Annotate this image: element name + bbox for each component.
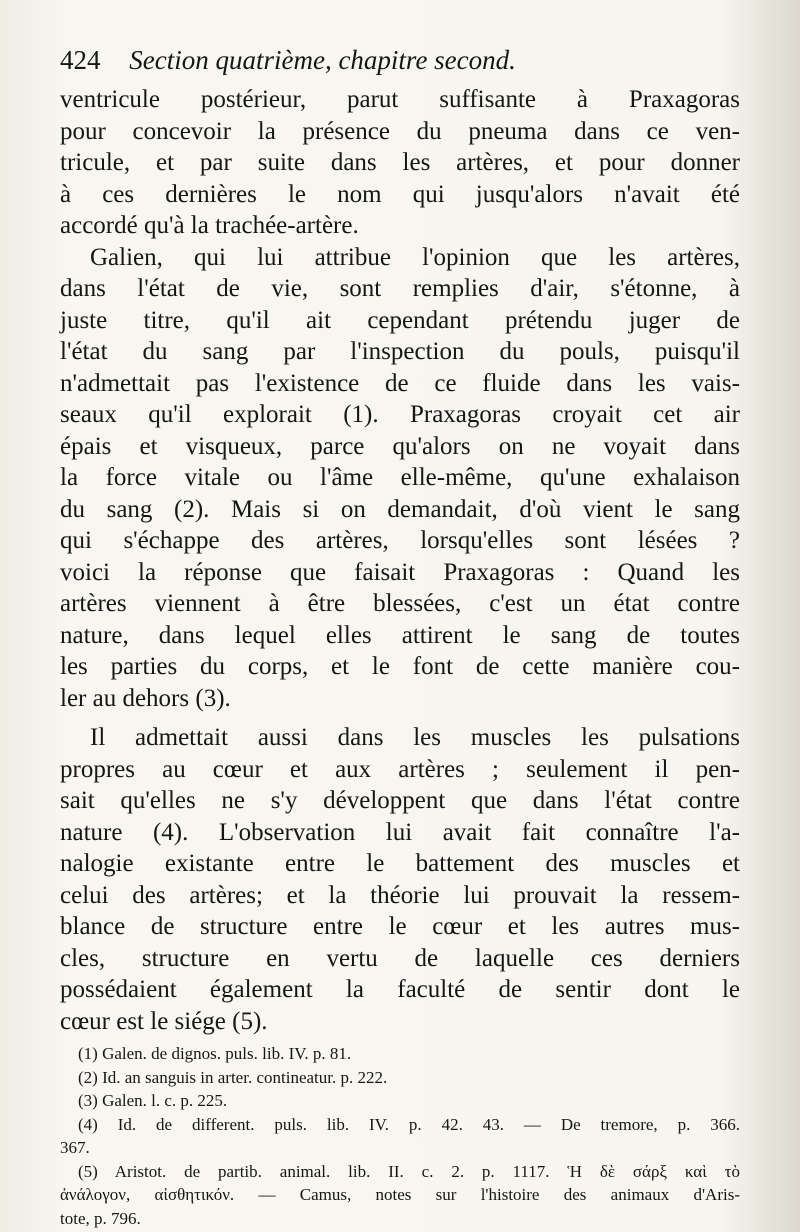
text-line: propres au cœur et aux artères ; seulement il pen- — [60, 755, 740, 783]
text-line: accordé qu'à la trachée-artère. — [60, 212, 359, 239]
text-line: cles, structure en vertu de laquelle ces derniers — [60, 944, 740, 972]
footnotes — [60, 1042, 740, 1230]
text-line: du sang (2). Mais si on demandait, d'où vient le sang — [60, 495, 740, 523]
text-line: seaux qu'il explorait (1). Praxagoras croyait cet air — [60, 401, 740, 428]
footnote-line: (2) Id. an sanguis in arter. contineatur. p. 222. — [78, 1067, 388, 1087]
text-line: voici la réponse que faisait Praxagoras : Quand les — [60, 558, 740, 586]
footnote-line: ἀνάλογον, αἰσθητικόν. — Camus, notes sur l'histoire des animaux d'Aris- — [60, 1185, 740, 1204]
footnote-line: (4) Id. de different. puls. lib. IV. p. 42. 43. — De tremore, p. 366. — [78, 1114, 740, 1134]
text-line: Galien, qui lui attribue l'opinion que les artères, — [90, 243, 740, 271]
text-line: qui s'échappe des artères, lorsqu'elles sont lésées ? — [60, 527, 740, 554]
text-line: les parties du corps, et le font de cette manière cou- — [60, 653, 740, 680]
text-line: nature, dans lequel elles attirent le sang de toutes — [60, 621, 740, 649]
text-line: la force vitale ou l'âme elle-même, qu'une exhalaison — [60, 464, 740, 491]
footnote-line: (1) Galen. de dignos. puls. lib. IV. p. 81. — [78, 1044, 352, 1063]
text-line: dans l'état de vie, sont remplies d'air, s'étonne, à — [60, 275, 740, 302]
text-line: ler au dehors (3). — [60, 684, 231, 712]
text-line: blance de structure entre le cœur et les autres mus- — [60, 913, 740, 940]
text-line: possédaient également la faculté de sentir dont le — [60, 976, 740, 1003]
text-line: celui des artères; et la théorie lui prouvait la ressem- — [60, 881, 740, 909]
text-line: n'admettait pas l'existence de ce fluide dans les vais- — [60, 369, 740, 397]
running-title: Section quatrième, chapitre second. — [129, 45, 516, 75]
main-text — [60, 84, 740, 1037]
text-line: à ces dernières le nom qui jusqu'alors n'avait été — [60, 180, 740, 208]
text-line: nature (4). L'observation lui avait fait connaître l'a- — [60, 818, 740, 846]
text-line: tricule, et par suite dans les artères, et pour donner — [60, 149, 740, 176]
text-line: sait qu'elles ne s'y développent que dans l'état contre — [60, 787, 740, 814]
text-line: pour concevoir la présence du pneuma dans ce ven- — [60, 117, 740, 145]
footnote-line: 367. — [60, 1138, 90, 1157]
text-line: artères viennent à être blessées, c'est un état contre — [60, 590, 740, 617]
text-line: l'état du sang par l'inspection du pouls, puisqu'il — [60, 338, 740, 365]
text-line: épais et visqueux, parce qu'alors on ne voyait dans — [60, 432, 740, 460]
text-line: nalogie existante entre le battement des muscles et — [60, 850, 740, 877]
text-line: Il admettait aussi dans les muscles les pulsations — [90, 724, 740, 751]
footnote-line: tote, p. 796. — [60, 1208, 141, 1228]
text-line: ventricule postérieur, parut suffisante à Praxagoras — [60, 86, 740, 113]
text-line: juste titre, qu'il ait cependant prétendu juger de — [60, 306, 740, 334]
page-number: 424 — [60, 45, 101, 75]
footnote-line: (3) Galen. l. c. p. 225. — [78, 1091, 228, 1110]
page-header — [60, 40, 750, 80]
footnote-line: (5) Aristot. de partib. animal. lib. II. c. 2. p. 1117. Ἡ δὲ σάρξ καὶ τὸ — [78, 1161, 740, 1181]
text-line: cœur est le siége (5). — [60, 1007, 268, 1035]
